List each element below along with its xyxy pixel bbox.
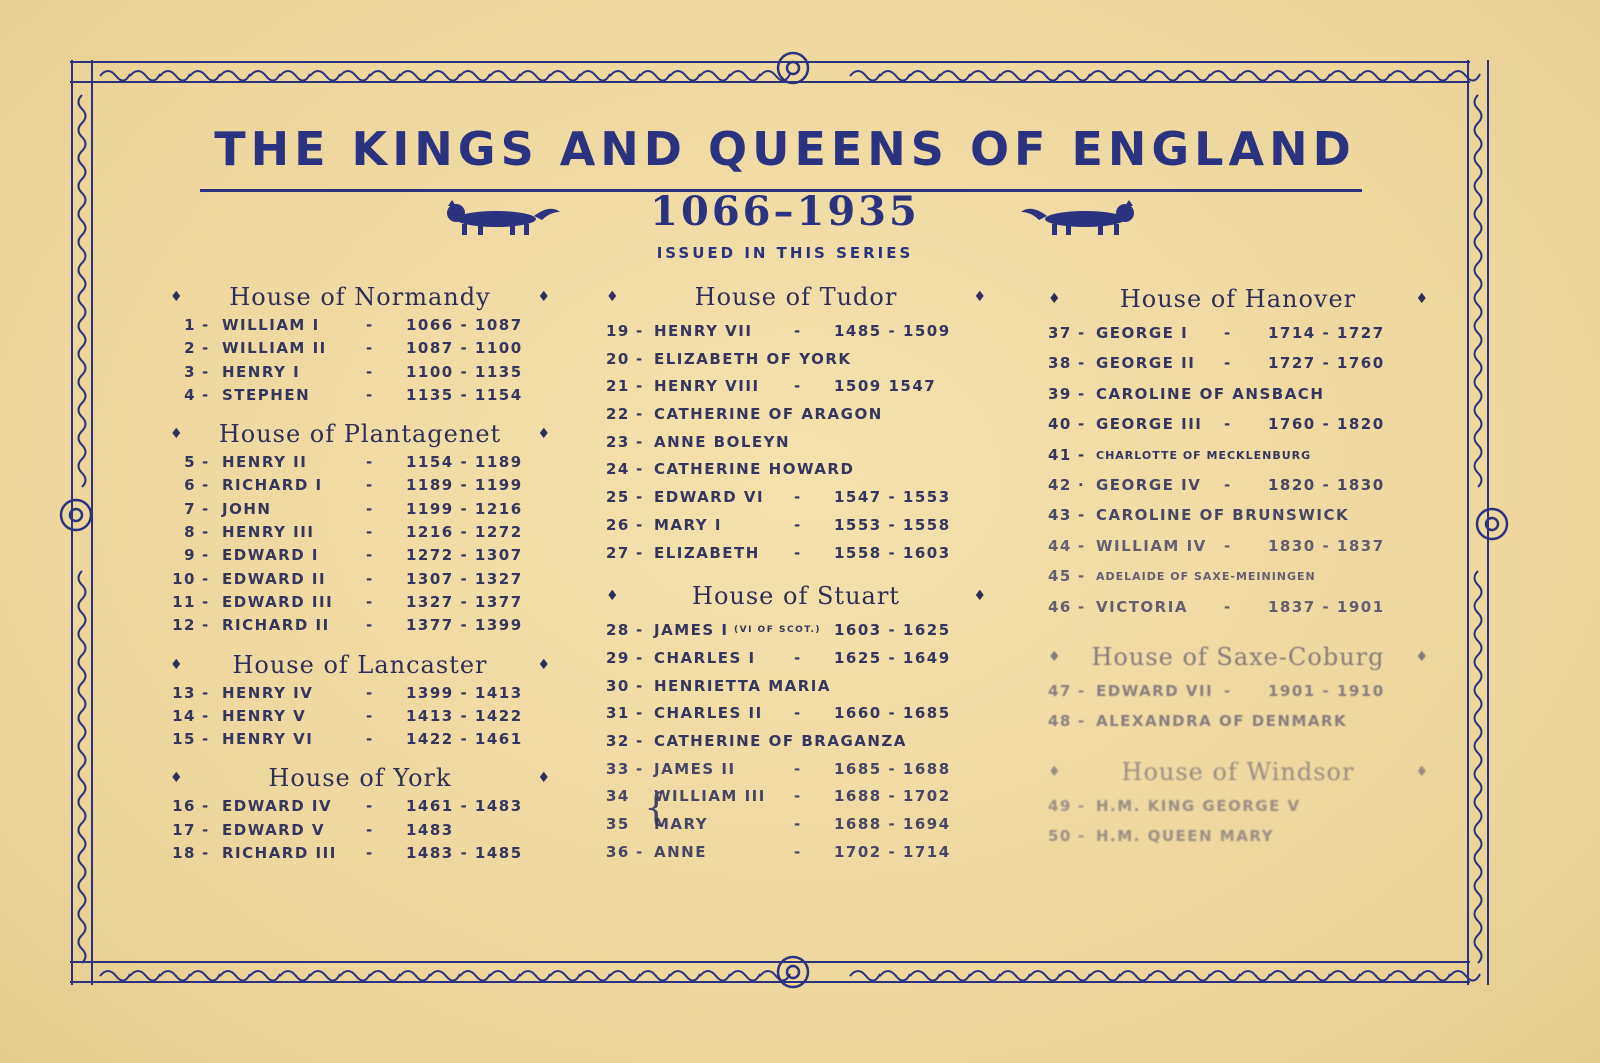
list-item: 4 - STEPHEN - 1135 - 1154 [184,385,523,404]
diamond-icon: ♦ [170,426,183,443]
list-item: 27 - ELIZABETH - 1558 - 1603 [606,543,951,562]
list-item: 45 - ADELAIDE OF SAXE-MEININGEN [1048,567,1316,586]
list-item: 38 - GEORGE II - 1727 - 1760 [1048,354,1385,373]
house-heading: ♦ House of Stuart ♦ [606,582,986,611]
list-item: 43 - CAROLINE OF BRUNSWICK [1048,506,1350,525]
list-item: 46 - VICTORIA - 1837 - 1901 [1048,597,1385,616]
house-heading: ♦ House of Plantagenet ♦ [170,420,550,449]
list-item: 30 - HENRIETTA MARIA [606,676,831,695]
list-item: 6 - RICHARD I - 1189 - 1199 [184,476,523,495]
diamond-icon: ♦ [973,289,986,305]
house-heading: ♦ House of Lancaster ♦ [170,650,550,679]
list-item: 1 - WILLIAM I - 1066 - 1087 [184,316,523,334]
list-item: 50 - H.M. QUEEN MARY [1048,827,1274,846]
list-item: 37 - GEORGE I - 1714 - 1727 [1048,324,1385,342]
diamond-icon: ♦ [606,588,619,605]
list-item: 41 - CHARLOTTE OF MECKLENBURG [1048,445,1312,464]
diamond-icon: ♦ [1415,648,1428,665]
diamond-icon: ♦ [170,656,183,673]
diamond-icon: ♦ [170,289,183,305]
series-note: ISSUED IN THIS SERIES [656,244,914,262]
column-middle [606,278,986,870]
lion-passant-icon [1018,200,1143,238]
list-item: 25 - EDWARD VI - 1547 - 1553 [606,488,951,507]
house-heading: ♦ House of Normandy ♦ [170,283,550,311]
list-item: 7 - JOHN - 1199 - 1216 [184,499,523,518]
diamond-icon: ♦ [973,588,986,605]
list-item: 47 - EDWARD VII - 1901 - 1910 [1048,681,1385,700]
bracket-icon: { [644,785,670,830]
list-item: 9 - EDWARD I - 1272 - 1307 [184,546,523,565]
list-item: 26 - MARY I - 1553 - 1558 [606,515,951,534]
list-item: 19 - HENRY VII - 1485 - 1509 [606,322,951,340]
list-item: 11 - EDWARD III - 1327 - 1377 [172,592,523,611]
list-item: 3 - HENRY I - 1100 - 1135 [184,362,523,381]
list-item: 40 - GEORGE III - 1760 - 1820 [1048,415,1385,434]
house-heading: ♦ House of Saxe-Coburg ♦ [1048,642,1428,671]
diamond-icon: ♦ [1415,291,1428,307]
date-range: 1066–1935 [650,188,920,235]
column-right [1048,280,1428,857]
list-item: 16 - EDWARD IV - 1461 - 1483 [172,797,523,816]
house-heading: ♦ House of Hanover ♦ [1048,285,1428,313]
list-item: 31 - CHARLES II - 1660 - 1685 [606,704,951,723]
list-item: 36 - ANNE - 1702 - 1714 [606,842,951,861]
diamond-icon: ♦ [606,289,619,305]
list-item: 20 - ELIZABETH OF YORK [606,349,852,368]
list-item: 21 - HENRY VIII - 1509 1547 [606,377,937,396]
list-item: 39 - CAROLINE OF ANSBACH [1048,384,1325,403]
diamond-icon: ♦ [537,426,550,443]
list-item: 14 - HENRY V - 1413 - 1422 [172,706,523,725]
diamond-icon: ♦ [1415,763,1428,780]
list-item: 42 · GEORGE IV - 1820 - 1830 [1048,475,1385,494]
list-item: 35 MARY - 1688 - 1694 [606,815,951,833]
list-item: 12 - RICHARD II - 1377 - 1399 [172,616,523,635]
list-item: 34 { WILLIAM III - 1688 - 1702 [606,785,951,830]
diamond-icon: ♦ [537,289,550,305]
list-item: 18 - RICHARD III - 1483 - 1485 [172,844,523,863]
column-left [170,278,550,867]
list-item: 13 - HENRY IV - 1399 - 1413 [172,683,523,702]
list-item: 10 - EDWARD II - 1307 - 1327 [172,569,523,588]
list-item: 24 - CATHERINE HOWARD [606,460,855,479]
list-item: 32 - CATHERINE OF BRAGANZA [606,731,907,750]
diamond-icon: ♦ [537,656,550,673]
page-title: THE KINGS AND QUEENS OF ENGLAND [214,122,1356,176]
list-item: 29 - CHARLES I - 1625 - 1649 [606,648,951,667]
list-item: 5 - HENRY II - 1154 - 1189 [184,453,523,472]
diamond-icon: ♦ [170,770,183,787]
regnal-note: (VI OF SCOT.) [734,625,822,636]
house-heading: ♦ House of Tudor ♦ [606,283,986,311]
house-heading: ♦ House of Windsor ♦ [1048,757,1428,786]
list-item: 49 - H.M. KING GEORGE V [1048,796,1301,815]
list-item: 15 - HENRY VI - 1422 - 1461 [172,730,523,749]
list-item: 22 - CATHERINE OF ARAGON [606,405,883,424]
lion-passant-icon [438,200,563,238]
diamond-icon: ♦ [1048,291,1061,307]
list-item: 2 - WILLIAM II - 1087 - 1100 [184,339,523,358]
diamond-icon: ♦ [1048,763,1061,780]
list-item: 23 - ANNE BOLEYN [606,432,791,451]
list-item: 28 - JAMES I (VI OF SCOT.) 1603 - 1625 [606,621,951,640]
list-item: 17 - EDWARD V - 1483 [172,820,454,839]
diamond-icon: ♦ [1048,648,1061,665]
list-item: 48 - ALEXANDRA OF DENMARK [1048,712,1348,731]
house-heading: ♦ House of York ♦ [170,764,550,793]
list-item: 44 - WILLIAM IV - 1830 - 1837 [1048,536,1385,555]
list-item: 8 - HENRY III - 1216 - 1272 [184,523,523,542]
diamond-icon: ♦ [537,770,550,787]
list-item: 33 - JAMES II - 1685 - 1688 [606,759,951,778]
